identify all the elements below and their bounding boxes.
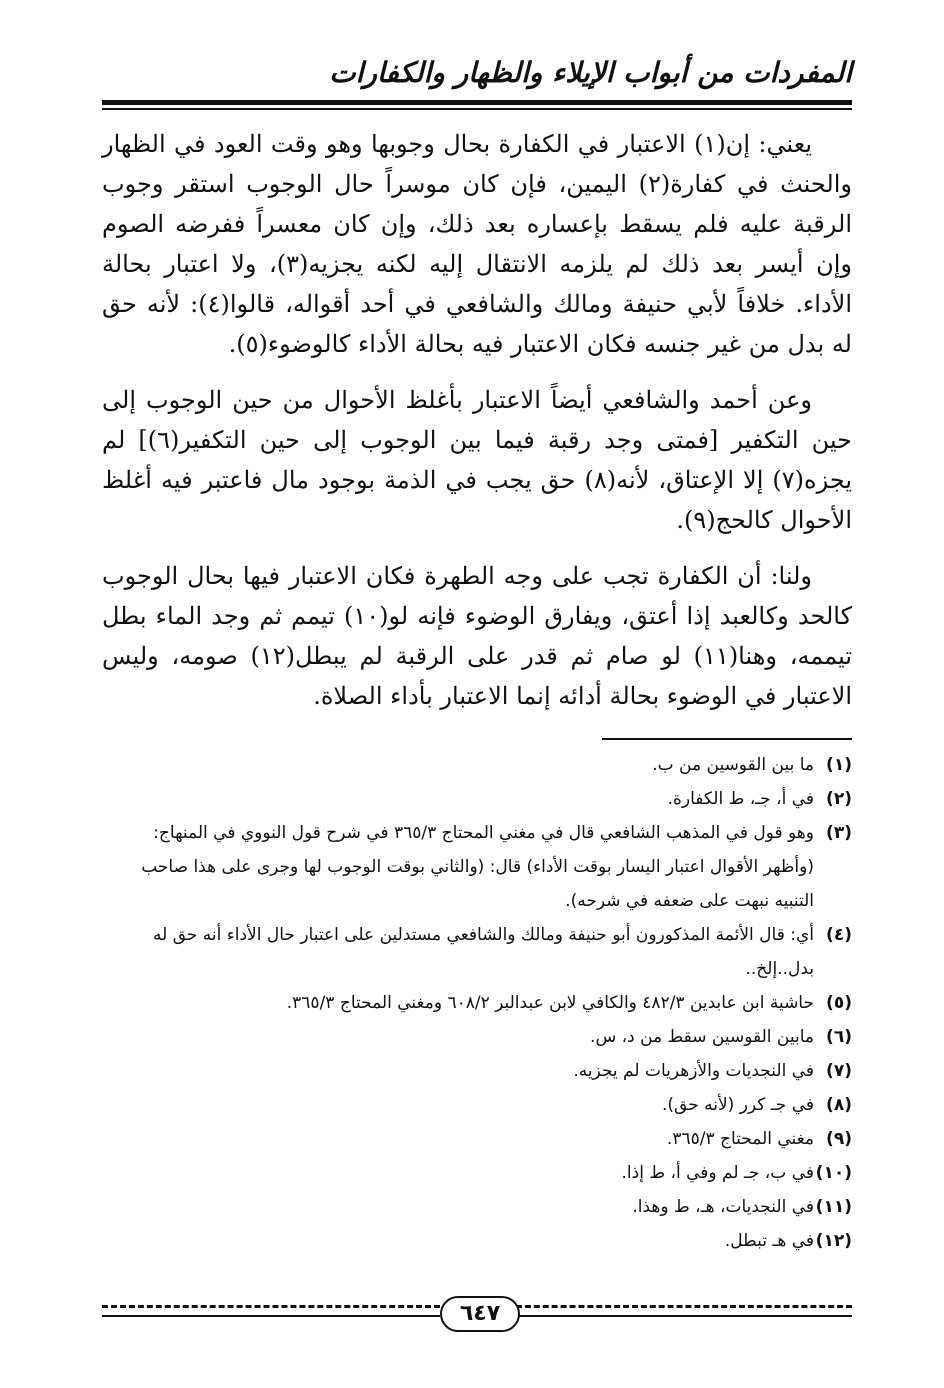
footnote-text: وهو قول في المذهب الشافعي قال في مغني المحتاج ٣٦٥/٣ في شرح قول النووي في المنهاج: (وأظهر الأقوال اعتبار اليسار بوقت الأداء) قال: (والثاني بوقت الوجوب لها وجرى على هذا صاحب التنبيه نبهت على ضعفه في شرحه). — [141, 823, 814, 911]
paragraph-3: ولنا: أن الكفارة تجب على وجه الطهرة فكان الاعتبار فيها بحال الوجوب كالحد وكالعبد إذا أعتق، ويفارق الوضوء فإنه لو(١٠) تيمم ثم وجد الماء بطل تيممه، وهنا(١١) لو صام ثم قدر على الرقبة لم يبطل(١٢) صومه، وليس الاعتبار في الوضوء بحالة أدائه إنما الاعتبار بأداء الصلاة. — [102, 562, 853, 710]
footnote-number: (٤) — [826, 925, 852, 945]
footnote-number: (١) — [826, 755, 852, 775]
footnote-text: ما بين القوسين من ب. — [652, 755, 814, 775]
footnote-number: (١٠) — [815, 1163, 852, 1183]
page-footer — [102, 1296, 852, 1332]
footer-dash-right — [516, 1305, 852, 1308]
footnote-11 — [102, 1190, 852, 1224]
paragraph-spacer — [102, 540, 852, 556]
paragraph-spacer — [102, 364, 852, 380]
footnote-4 — [102, 918, 852, 986]
footnote-number: (٢) — [826, 789, 852, 809]
footnote-7 — [102, 1054, 852, 1088]
footnote-2 — [102, 782, 852, 816]
footnote-text: في أ، جـ، ط الكفارة. — [667, 789, 814, 809]
footer-rule-left — [102, 1315, 440, 1317]
footnote-text: في ب، جـ لم وفي أ، ط إذا. — [621, 1163, 814, 1183]
footnote-number: (٣) — [826, 823, 852, 843]
footnote-text: في النجديات، هـ، ط وهذا. — [632, 1197, 814, 1217]
page-number: ٦٤٧ — [440, 1296, 520, 1332]
main-text — [102, 124, 852, 716]
footnote-6 — [102, 1020, 852, 1054]
running-header-title: المفردات من أبواب الإيلاء والظهار والكفارات — [329, 56, 852, 89]
footnote-text: حاشية ابن عابدين ٤٨٢/٣ والكافي لابن عبدالبر ٦٠٨/٢ ومغني المحتاج ٣٦٥/٣. — [286, 993, 814, 1013]
header-rule-thick — [102, 100, 852, 105]
footnote-10 — [102, 1156, 852, 1190]
footnote-8 — [102, 1088, 852, 1122]
footnote-separator — [602, 738, 852, 740]
footnote-text: في جـ كرر (لأنه حق). — [662, 1095, 814, 1115]
footnote-1 — [102, 748, 852, 782]
footnote-5 — [102, 986, 852, 1020]
footnote-text: أي: قال الأئمة المذكورون أبو حنيفة ومالك والشافعي مستدلين على اعتبار حال الأداء أنه حق له بدل..إلخ.. — [153, 925, 814, 979]
footnote-number: (٥) — [826, 993, 852, 1013]
footnote-text: مغني المحتاج ٣٦٥/٣. — [666, 1129, 814, 1149]
footnote-number: (١١) — [815, 1197, 852, 1217]
header-rule-thin — [102, 108, 852, 110]
footnote-12 — [102, 1224, 852, 1258]
paragraph-1: يعني: إن(١) الاعتبار في الكفارة بحال وجوبها وهو وقت العود في الظهار والحنث في كفارة(٢) اليمين، فإن كان موسراً حال الوجوب استقر وجوب الرقبة عليه فلم يسقط بإعساره بعد ذلك، وإن كان معسراً ففرضه الصوم وإن أيسر بعد ذلك لم يلزمه الانتقال إليه لكنه يجزيه(٣)، ولا اعتبار بحالة الأداء. خلافاً لأبي حنيفة ومالك والشافعي في أحد أقواله، قالوا(٤): لأنه حق له بدل من غير جنسه فكان الاعتبار فيه بحالة الأداء كالوضوء(٥). — [102, 130, 853, 358]
running-header — [102, 50, 852, 96]
footer-rule-right — [516, 1315, 852, 1317]
footnote-number: (٦) — [826, 1027, 852, 1047]
footnote-number: (١٢) — [815, 1231, 852, 1251]
paragraph-2: وعن أحمد والشافعي أيضاً الاعتبار بأغلظ الأحوال من حين الوجوب إلى حين التكفير [فمتى وجد رقبة فيما بين الوجوب إلى حين التكفير(٦)] لم يجزه(٧) إلا الإعتاق، لأنه(٨) حق يجب في الذمة بوجود مال فاعتبر فيه أغلظ الأحوال كالحج(٩). — [102, 386, 852, 534]
footnote-number: (٧) — [826, 1061, 852, 1081]
footer-dash-left — [102, 1305, 440, 1308]
footnote-3 — [102, 816, 852, 918]
footnote-number: (٨) — [826, 1095, 852, 1115]
footnote-text: في النجديات والأزهريات لم يجزيه. — [573, 1061, 814, 1081]
footnotes — [102, 748, 852, 1258]
footnote-9 — [102, 1122, 852, 1156]
footnote-text: في هـ تبطل. — [724, 1231, 814, 1251]
footnote-text: مابين القوسين سقط من د، س. — [590, 1027, 814, 1047]
footnote-number: (٩) — [826, 1129, 852, 1149]
